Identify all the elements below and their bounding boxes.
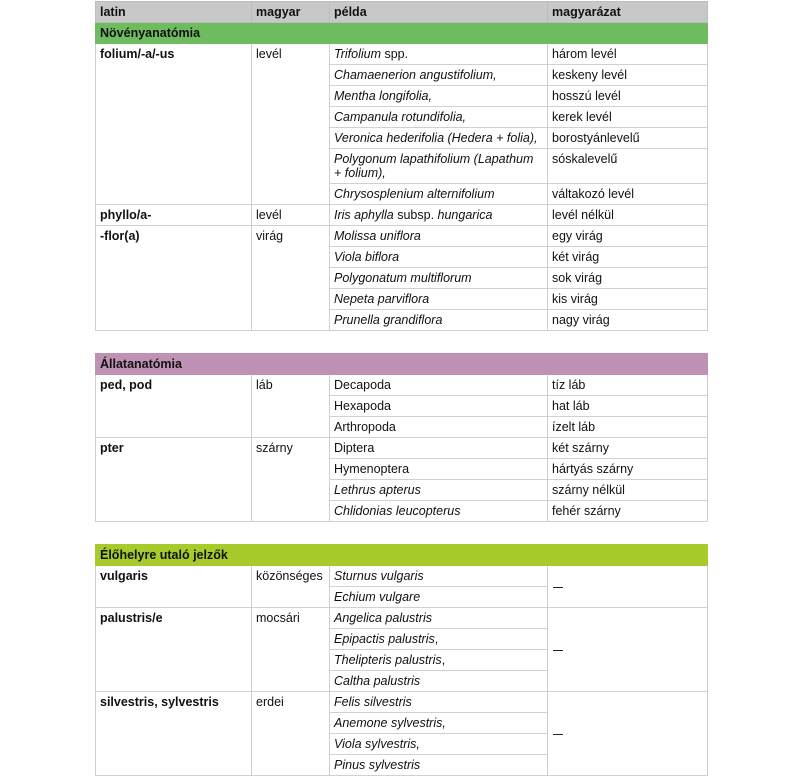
latin-cell[interactable] <box>96 247 252 268</box>
example-cell[interactable] <box>330 268 548 289</box>
table-row <box>96 268 708 289</box>
meaning-cell[interactable]: keskeny levél <box>548 65 708 86</box>
example-text: Prunella grandiflora <box>334 313 443 327</box>
example-cell[interactable] <box>330 310 548 331</box>
latin-cell[interactable] <box>96 289 252 310</box>
example-text: Echium vulgare <box>334 590 421 604</box>
table-row <box>96 310 708 331</box>
table-row <box>96 289 708 310</box>
example-cell[interactable] <box>330 692 548 713</box>
magyar-cell[interactable] <box>252 247 330 268</box>
latin-cell[interactable] <box>96 671 252 692</box>
latin-cell[interactable] <box>96 734 252 755</box>
example-cell[interactable] <box>330 608 548 629</box>
example-cell[interactable] <box>330 289 548 310</box>
latin-cell[interactable] <box>96 107 252 128</box>
example-text: Angelica palustris <box>334 611 432 625</box>
example-suffix: subsp. <box>393 208 438 222</box>
table-row <box>96 247 708 268</box>
meaning-cell[interactable]: levél nélkül <box>548 205 708 226</box>
latin-cell[interactable] <box>96 629 252 650</box>
latin-cell[interactable]: ped, pod <box>96 375 252 396</box>
table-row <box>96 128 708 149</box>
example-text: Viola sylvestris, <box>334 737 420 751</box>
magyar-cell[interactable] <box>252 459 330 480</box>
example-cell[interactable] <box>330 247 548 268</box>
example-text: Felis silvestris <box>334 695 412 709</box>
meaning-cell[interactable]: hat láb <box>548 396 708 417</box>
example-text: Pinus sylvestris <box>334 758 421 772</box>
magyar-cell[interactable]: mocsári <box>252 608 330 629</box>
empty-dash <box>553 650 563 651</box>
latin-cell[interactable] <box>96 128 252 149</box>
table-row <box>96 184 708 205</box>
table-elohely <box>95 544 708 776</box>
section-title[interactable]: Állatanatómia <box>96 354 708 375</box>
example-text: Chrysosplenium alternifolium <box>334 187 495 201</box>
example-text: Lethrus apterus <box>334 483 421 497</box>
magyar-cell[interactable] <box>252 629 330 650</box>
latin-cell[interactable] <box>96 459 252 480</box>
example-suffix: spp. <box>381 47 409 61</box>
example-text: Nepeta parviflora <box>334 292 430 306</box>
latin-cell[interactable] <box>96 184 252 205</box>
section-row <box>96 23 708 44</box>
magyar-cell[interactable] <box>252 184 330 205</box>
magyar-cell[interactable]: virág <box>252 226 330 247</box>
example-cell[interactable] <box>330 107 548 128</box>
example-cell[interactable] <box>330 755 548 776</box>
example-text: Iris aphylla <box>334 208 394 222</box>
latin-cell[interactable] <box>96 755 252 776</box>
meaning-cell[interactable]: két virág <box>548 247 708 268</box>
empty-dash <box>553 734 563 735</box>
meaning-cell[interactable] <box>548 608 708 692</box>
example-text: Polygonatum multiflorum <box>334 271 472 285</box>
example-cell[interactable] <box>330 734 548 755</box>
section-row <box>96 354 708 375</box>
latin-cell[interactable]: palustris/e <box>96 608 252 629</box>
example-text: Campanula rotundifolia, <box>334 110 467 124</box>
header-latin[interactable]: latin <box>96 2 252 23</box>
table-row <box>96 86 708 107</box>
meaning-cell[interactable]: egy virág <box>548 226 708 247</box>
magyar-cell[interactable] <box>252 149 330 184</box>
example-text: Chlidonias leucopterus <box>334 504 461 518</box>
latin-cell[interactable] <box>96 149 252 184</box>
table-row <box>96 459 708 480</box>
example-cell[interactable] <box>330 501 548 522</box>
magyar-cell[interactable] <box>252 480 330 501</box>
latin-cell[interactable] <box>96 480 252 501</box>
magyar-cell[interactable] <box>252 268 330 289</box>
example-cell[interactable] <box>330 226 548 247</box>
magyar-cell[interactable] <box>252 128 330 149</box>
magyar-cell[interactable] <box>252 310 330 331</box>
table-row <box>96 480 708 501</box>
table-row <box>96 149 708 184</box>
latin-cell[interactable] <box>96 713 252 734</box>
table-allatanatomia <box>95 353 708 522</box>
header-magyar[interactable]: magyar <box>252 2 330 23</box>
example-text: Veronica hederifolia (Hedera + folia), <box>334 131 538 145</box>
example-cell[interactable] <box>330 128 548 149</box>
magyar-cell[interactable]: közönséges <box>252 566 330 587</box>
example-text: Chamaenerion angustifolium, <box>334 68 497 82</box>
meaning-cell[interactable]: kerek levél <box>548 107 708 128</box>
latin-cell[interactable] <box>96 268 252 289</box>
table-row <box>96 566 708 587</box>
magyar-cell[interactable] <box>252 734 330 755</box>
table-row <box>96 205 708 226</box>
example-cell[interactable] <box>330 44 548 65</box>
table-row <box>96 608 708 629</box>
magyar-cell[interactable]: láb <box>252 375 330 396</box>
table-row <box>96 438 708 459</box>
magyar-cell[interactable] <box>252 107 330 128</box>
meaning-cell[interactable]: ízelt láb <box>548 417 708 438</box>
example-text: Epipactis palustris <box>334 632 435 646</box>
latin-cell[interactable]: silvestris, sylvestris <box>96 692 252 713</box>
table-row <box>96 375 708 396</box>
magyar-cell[interactable]: szárny <box>252 438 330 459</box>
header-row <box>96 2 708 23</box>
magyar-cell[interactable] <box>252 86 330 107</box>
latin-cell[interactable] <box>96 417 252 438</box>
meaning-cell[interactable]: sóskalevelű <box>548 149 708 184</box>
example-cell[interactable]: Diptera <box>330 438 548 459</box>
meaning-cell[interactable]: kis virág <box>548 289 708 310</box>
example-text: Thelipteris palustris <box>334 653 442 667</box>
magyar-cell[interactable] <box>252 396 330 417</box>
latin-cell[interactable] <box>96 65 252 86</box>
latin-cell[interactable]: phyllo/a- <box>96 205 252 226</box>
meaning-cell[interactable]: szárny nélkül <box>548 480 708 501</box>
meaning-cell[interactable]: váltakozó levél <box>548 184 708 205</box>
table-novenyanatomia <box>95 1 708 331</box>
example-text: Viola biflora <box>334 250 400 264</box>
example-cell[interactable] <box>330 480 548 501</box>
meaning-cell[interactable]: sok virág <box>548 268 708 289</box>
meaning-cell[interactable]: hosszú levél <box>548 86 708 107</box>
magyar-cell[interactable]: levél <box>252 205 330 226</box>
example-cell[interactable]: Decapoda <box>330 375 548 396</box>
example-suffix: , <box>434 632 439 646</box>
example-tail: hungarica <box>437 208 493 222</box>
magyar-cell[interactable] <box>252 755 330 776</box>
example-cell[interactable] <box>330 671 548 692</box>
example-cell[interactable] <box>330 587 548 608</box>
example-text: Molissa uniflora <box>334 229 421 243</box>
latin-cell[interactable] <box>96 587 252 608</box>
example-cell[interactable] <box>330 713 548 734</box>
example-text: Polygonum lapathifolium (Lapathum + folium), <box>334 152 534 180</box>
meaning-cell[interactable]: tíz láb <box>548 375 708 396</box>
table-row <box>96 226 708 247</box>
table-row <box>96 692 708 713</box>
meaning-cell[interactable] <box>548 566 708 608</box>
meaning-cell[interactable]: három levél <box>548 44 708 65</box>
section-row <box>96 545 708 566</box>
section-title[interactable]: Élőhelyre utaló jelzők <box>96 545 708 566</box>
table-row <box>96 417 708 438</box>
meaning-cell[interactable]: nagy virág <box>548 310 708 331</box>
magyar-cell[interactable]: erdei <box>252 692 330 713</box>
magyar-cell[interactable]: levél <box>252 44 330 65</box>
meaning-cell[interactable]: borostyánlevelű <box>548 128 708 149</box>
example-cell[interactable]: Hymenoptera <box>330 459 548 480</box>
example-text: Anemone sylvestris, <box>334 716 446 730</box>
example-text: Caltha palustris <box>334 674 421 688</box>
latin-cell[interactable] <box>96 86 252 107</box>
example-cell[interactable]: Arthropoda <box>330 417 548 438</box>
latin-cell[interactable] <box>96 501 252 522</box>
meaning-cell[interactable] <box>548 692 708 776</box>
example-cell[interactable] <box>330 86 548 107</box>
example-text: Sturnus vulgaris <box>334 569 424 583</box>
magyar-cell[interactable] <box>252 713 330 734</box>
magyar-cell[interactable] <box>252 650 330 671</box>
magyar-cell[interactable] <box>252 65 330 86</box>
magyar-cell[interactable] <box>252 587 330 608</box>
table-row <box>96 396 708 417</box>
example-suffix: , <box>441 653 446 667</box>
table-row <box>96 107 708 128</box>
meaning-cell[interactable]: hártyás szárny <box>548 459 708 480</box>
latin-cell[interactable]: vulgaris <box>96 566 252 587</box>
magyar-cell[interactable] <box>252 289 330 310</box>
example-text: Trifolium <box>334 47 381 61</box>
example-cell[interactable] <box>330 65 548 86</box>
section-title[interactable]: Növényanatómia <box>96 23 708 44</box>
example-cell[interactable] <box>330 149 548 184</box>
example-cell[interactable] <box>330 650 548 671</box>
latin-cell[interactable]: folium/-a/-us <box>96 44 252 65</box>
header-magyarazat[interactable]: magyarázat <box>548 2 708 23</box>
header-pelda[interactable]: példa <box>330 2 548 23</box>
table-row <box>96 501 708 522</box>
empty-dash <box>553 587 563 588</box>
magyar-cell[interactable] <box>252 501 330 522</box>
latin-cell[interactable]: pter <box>96 438 252 459</box>
latin-cell[interactable]: -flor(a) <box>96 226 252 247</box>
latin-cell[interactable] <box>96 650 252 671</box>
table-row <box>96 65 708 86</box>
magyar-cell[interactable] <box>252 671 330 692</box>
example-text: Mentha longifolia, <box>334 89 432 103</box>
meaning-cell[interactable]: két szárny <box>548 438 708 459</box>
example-cell[interactable]: Hexapoda <box>330 396 548 417</box>
meaning-cell[interactable]: fehér szárny <box>548 501 708 522</box>
example-cell[interactable] <box>330 629 548 650</box>
table-row <box>96 44 708 65</box>
latin-cell[interactable] <box>96 310 252 331</box>
latin-cell[interactable] <box>96 396 252 417</box>
example-cell[interactable] <box>330 184 548 205</box>
example-cell[interactable] <box>330 566 548 587</box>
magyar-cell[interactable] <box>252 417 330 438</box>
example-cell[interactable] <box>330 205 548 226</box>
